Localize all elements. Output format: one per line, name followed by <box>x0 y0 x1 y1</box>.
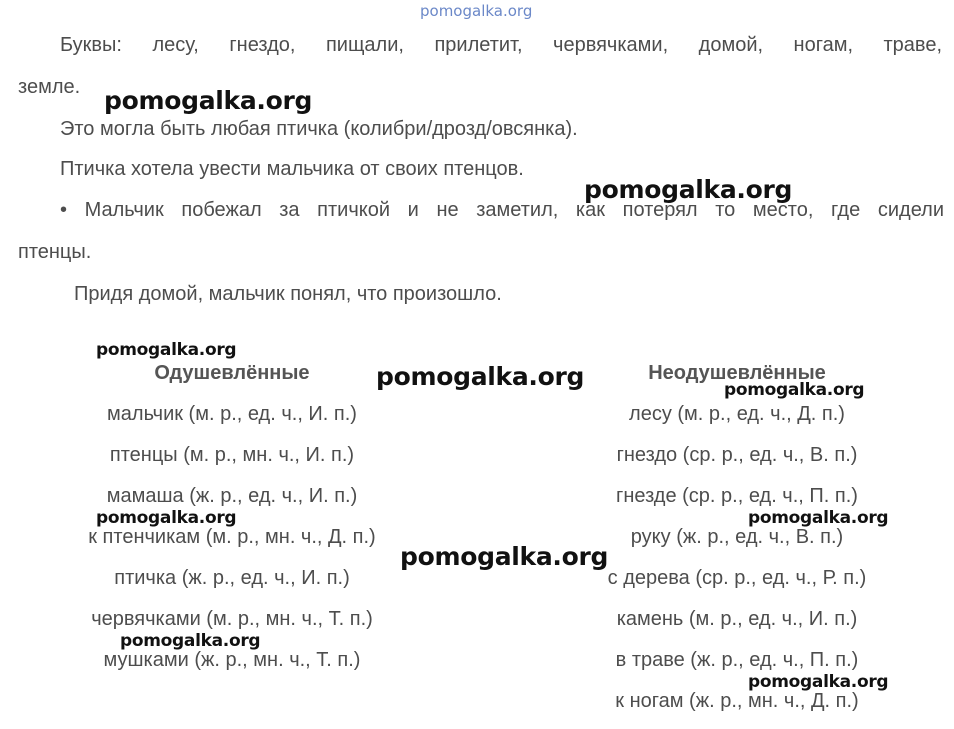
animate-column-title: Одушевлённые <box>154 362 310 384</box>
list-item: в траве (ж. р., ед. ч., П. п.) <box>615 649 859 671</box>
letters-paragraph-line2: земле. <box>18 76 81 98</box>
list-item: лесу (м. р., ед. ч., Д. п.) <box>629 403 845 425</box>
home-paragraph: Придя домой, мальчик понял, что произошло. <box>74 283 502 305</box>
watermark: pomogalka.org <box>120 631 261 651</box>
list-item: мушками (ж. р., мн. ч., Т. п.) <box>103 649 361 671</box>
watermark: pomogalka.org <box>400 542 609 571</box>
bird-paragraph: Это могла быть любая птичка (колибри/дрозд/овсянка). <box>60 118 578 140</box>
purpose-paragraph: Птичка хотела увести мальчика от своих птенцов. <box>60 158 524 180</box>
boy-paragraph-line2: птенцы. <box>18 241 92 263</box>
watermark: pomogalka.org <box>104 86 313 115</box>
list-item: камень (м. р., ед. ч., И. п.) <box>616 608 858 630</box>
header-watermark: pomogalka.org <box>420 2 533 20</box>
list-item: мальчик (м. р., ед. ч., И. п.) <box>107 403 357 425</box>
letters-paragraph-line1: Буквы: лесу, гнездо, пищали, прилетит, червячками, домой, ногам, траве, <box>60 34 942 56</box>
watermark: pomogalka.org <box>748 508 889 528</box>
list-item: к ногам (ж. р., мн. ч., Д. п.) <box>615 690 859 712</box>
list-item: руку (ж. р., ед. ч., В. п.) <box>630 526 844 548</box>
watermark: pomogalka.org <box>748 672 889 692</box>
list-item: птичка (ж. р., ед. ч., И. п.) <box>114 567 350 589</box>
watermark: pomogalka.org <box>96 508 237 528</box>
watermark: pomogalka.org <box>376 362 585 391</box>
boy-paragraph-line1: • Мальчик побежал за птичкой и не заметил, как потерял то место, где сидели <box>60 199 944 221</box>
list-item: с дерева (ср. р., ед. ч., Р. п.) <box>607 567 867 589</box>
list-item: гнездо (ср. р., ед. ч., В. п.) <box>616 444 858 466</box>
list-item: мамаша (ж. р., ед. ч., И. п.) <box>106 485 358 507</box>
inanimate-column-title: Неодушевлённые <box>648 362 826 384</box>
watermark: pomogalka.org <box>584 175 793 204</box>
watermark: pomogalka.org <box>724 380 865 400</box>
list-item: к птенчикам (м. р., мн. ч., Д. п.) <box>88 526 376 548</box>
list-item: червячками (м. р., мн. ч., Т. п.) <box>91 608 373 630</box>
watermark: pomogalka.org <box>96 340 237 360</box>
list-item: гнезде (ср. р., ед. ч., П. п.) <box>616 485 858 507</box>
list-item: птенцы (м. р., мн. ч., И. п.) <box>109 444 355 466</box>
